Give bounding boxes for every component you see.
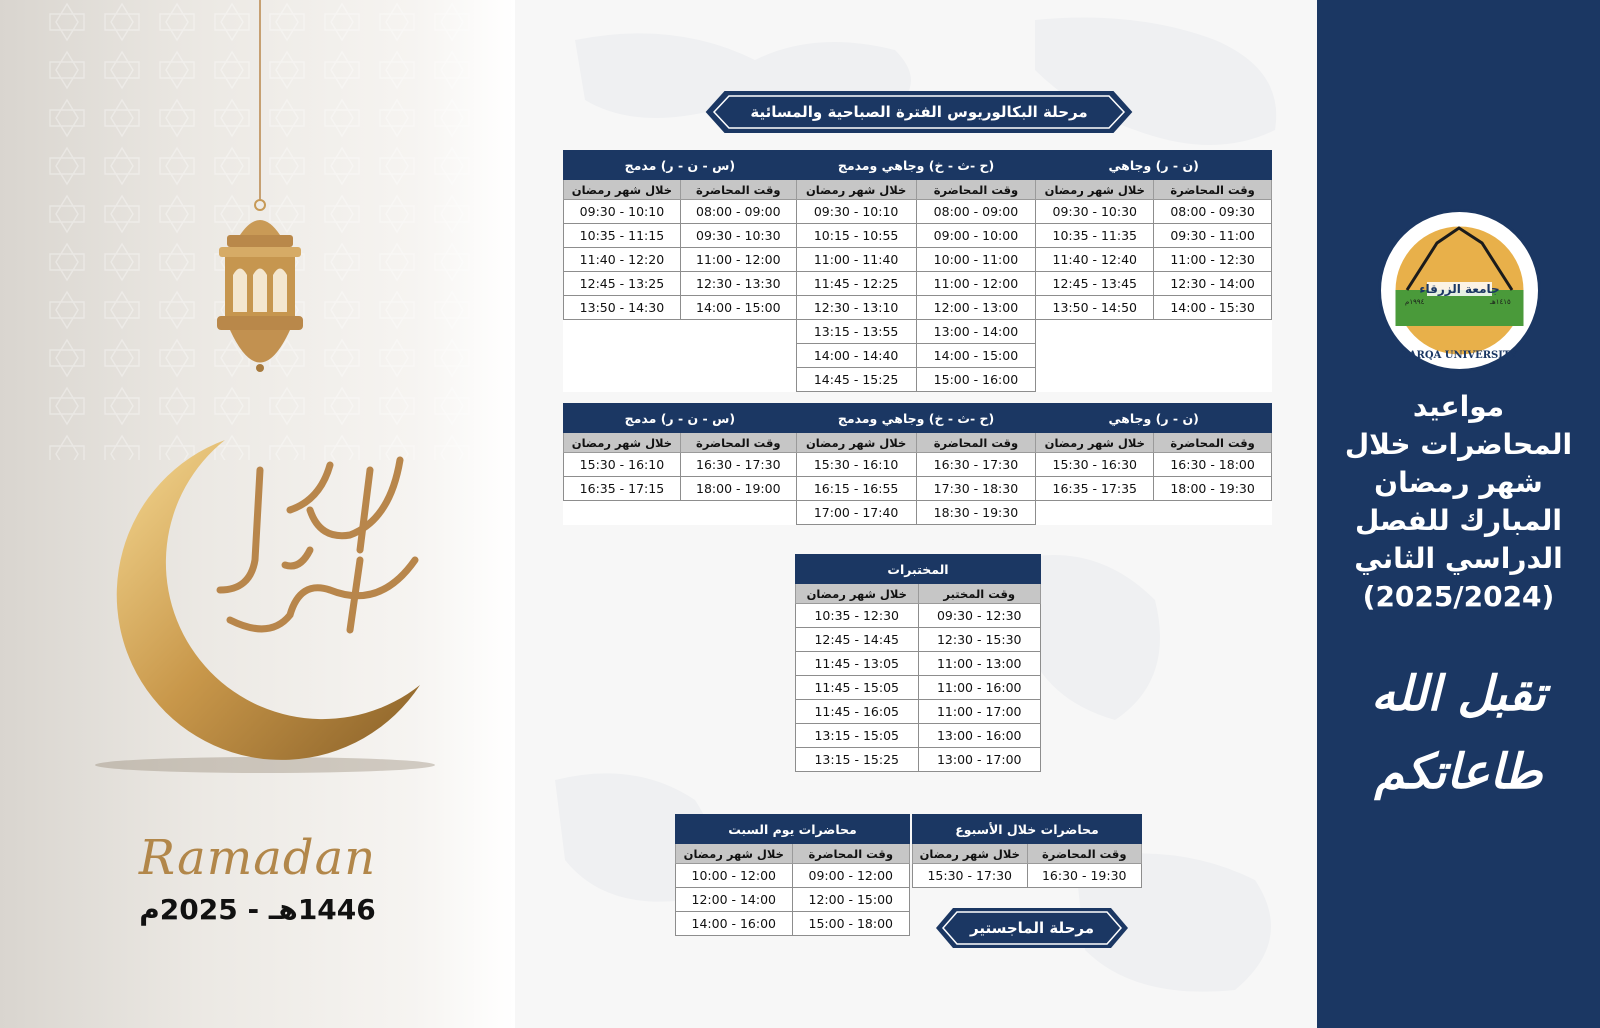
table-row [564,344,1272,368]
col-lecture-time: وقت المحاضرة [1154,433,1272,453]
table-row [796,748,1041,772]
time-cell: 11:45 - 13:05 [796,652,919,676]
time-cell: 11:00 - 12:30 [1154,248,1272,272]
time-cell: 12:30 - 13:10 [796,296,916,320]
time-cell: 16:30 - 19:30 [1027,864,1142,888]
masters-saturday-title: محاضرات يوم السبت [676,815,910,844]
empty-cell [1036,344,1154,368]
masters-week-table [912,814,1142,888]
time-cell: 09:00 - 12:00 [792,864,909,888]
table-row [564,272,1272,296]
time-cell: 17:00 - 17:40 [796,501,916,525]
time-cell: 10:15 - 10:55 [796,224,916,248]
bachelor-stage-banner [703,88,1135,136]
empty-cell [680,501,796,525]
time-cell: 13:00 - 17:00 [918,748,1041,772]
hijri-gregorian-year: 1446هـ - 2025م [139,893,376,926]
empty-cell [564,320,681,344]
empty-cell [680,320,796,344]
table-row [564,501,1272,525]
table-row [796,604,1041,628]
time-cell: 14:00 - 16:00 [676,912,793,936]
time-cell: 14:00 - 15:30 [1154,296,1272,320]
title-line: مواعيد [1412,390,1505,423]
logo-year-left: ١٩٩٤م [1405,298,1425,306]
time-cell: 18:00 - 19:00 [680,477,796,501]
time-cell: 11:45 - 16:05 [796,700,919,724]
col-lecture-time: وقت المحاضرة [680,433,796,453]
time-cell: 12:45 - 13:25 [564,272,681,296]
table-row [564,368,1272,392]
table-row [676,888,910,912]
time-cell: 11:40 - 12:20 [564,248,681,272]
time-cell: 09:30 - 10:10 [796,200,916,224]
time-cell: 15:30 - 16:30 [1036,453,1154,477]
time-cell: 16:30 - 17:30 [680,453,796,477]
table-row [796,700,1041,724]
table-row [564,477,1272,501]
time-cell: 10:35 - 11:15 [564,224,681,248]
empty-cell [1036,320,1154,344]
table-row [564,453,1272,477]
dua-text [1317,655,1600,811]
time-cell: 10:35 - 11:35 [1036,224,1154,248]
time-cell: 15:30 - 16:10 [796,453,916,477]
empty-cell [1154,344,1272,368]
zarqa-university-logo [1377,208,1542,373]
group-header-snr-blended: (س - ن - ر) مدمج [564,404,797,433]
col-during-ramadan: خلال شهر رمضان [564,433,681,453]
time-cell: 09:30 - 10:10 [564,200,681,224]
time-cell: 16:35 - 17:15 [564,477,681,501]
time-cell: 12:00 - 13:00 [916,296,1036,320]
time-cell: 12:30 - 13:30 [680,272,796,296]
time-cell: 12:00 - 15:00 [792,888,909,912]
time-cell: 11:45 - 12:25 [796,272,916,296]
title-line: (2025/2024) [1362,580,1555,613]
time-cell: 08:00 - 09:00 [916,200,1036,224]
time-cell: 13:15 - 13:55 [796,320,916,344]
table-row [564,224,1272,248]
table-row [564,200,1272,224]
col-lecture-time: وقت المحاضرة [792,844,909,864]
time-cell: 11:00 - 13:00 [918,652,1041,676]
masters-week-title: محاضرات خلال الأسبوع [913,815,1142,844]
empty-cell [564,344,681,368]
time-cell: 11:00 - 16:00 [918,676,1041,700]
col-lab-time: وقت المختبر [918,584,1041,604]
empty-cell [1036,368,1154,392]
empty-cell [1036,501,1154,525]
time-cell: 09:00 - 10:00 [916,224,1036,248]
labs-title: المختبرات [796,555,1041,584]
col-during-ramadan: خلال شهر رمضان [913,844,1028,864]
dua-line: تقبل الله [1371,666,1546,722]
col-lecture-time: وقت المحاضرة [1154,180,1272,200]
logo-english-text: ZARQA UNIVERSITY [1401,350,1518,361]
group-header-nr-inperson: (ن - ر) وجاهي [1036,151,1272,180]
bachelor-evening-table [563,403,1272,525]
time-cell: 12:45 - 13:45 [1036,272,1154,296]
time-cell: 13:15 - 15:05 [796,724,919,748]
time-cell: 09:30 - 11:00 [1154,224,1272,248]
time-cell: 13:50 - 14:50 [1036,296,1154,320]
time-cell: 09:30 - 10:30 [1036,200,1154,224]
table-row [564,320,1272,344]
empty-cell [680,368,796,392]
col-lecture-time: وقت المحاضرة [1027,844,1142,864]
time-cell: 15:30 - 17:30 [913,864,1028,888]
masters-saturday-table [675,814,910,936]
table-row [564,296,1272,320]
empty-cell [564,368,681,392]
group-header-htk-blended: (ح -ث - خ) وجاهي ومدمج [796,404,1036,433]
time-cell: 11:45 - 15:05 [796,676,919,700]
time-cell: 09:30 - 10:30 [680,224,796,248]
ramadan-word: Ramadan [138,830,377,886]
logo-arabic-text: جامعة الزرقاء [1419,282,1500,296]
table-row [796,652,1041,676]
time-cell: 13:50 - 14:30 [564,296,681,320]
table-row [913,864,1142,888]
time-cell: 15:00 - 16:00 [916,368,1036,392]
ramadan-kareem-calligraphy [200,440,440,660]
title-panel [1317,0,1600,1028]
ramadan-decoration-panel [0,0,515,1028]
time-cell: 11:40 - 12:40 [1036,248,1154,272]
time-cell: 16:15 - 16:55 [796,477,916,501]
time-cell: 16:30 - 18:00 [1154,453,1272,477]
time-cell: 15:30 - 16:10 [564,453,681,477]
table-row [564,248,1272,272]
time-cell: 10:00 - 12:00 [676,864,793,888]
title-line: الدراسي الثاني [1354,542,1563,575]
time-cell: 12:00 - 14:00 [676,888,793,912]
time-cell: 12:30 - 14:00 [1154,272,1272,296]
labs-table [795,554,1041,772]
lantern-icon [205,0,315,380]
time-cell: 10:00 - 11:00 [916,248,1036,272]
col-during-ramadan: خلال شهر رمضان [796,180,916,200]
logo-year-right: ١٤١٥هـ [1490,298,1511,306]
col-lecture-time: وقت المحاضرة [916,180,1036,200]
time-cell: 13:00 - 16:00 [918,724,1041,748]
empty-cell [564,501,681,525]
group-header-nr-inperson: (ن - ر) وجاهي [1036,404,1272,433]
bachelor-morning-table [563,150,1272,392]
time-cell: 10:35 - 12:30 [796,604,919,628]
time-cell: 16:35 - 17:35 [1036,477,1154,501]
col-lecture-time: وقت المحاضرة [680,180,796,200]
bachelor-stage-banner-text: مرحلة البكالوريوس الفترة الصباحية والمسائية [750,103,1088,121]
empty-cell [680,344,796,368]
empty-cell [1154,320,1272,344]
time-cell: 15:00 - 18:00 [792,912,909,936]
time-cell: 08:00 - 09:30 [1154,200,1272,224]
time-cell: 12:45 - 14:45 [796,628,919,652]
col-during-ramadan: خلال شهر رمضان [676,844,793,864]
time-cell: 13:15 - 15:25 [796,748,919,772]
group-header-snr-blended: (س - ن - ر) مدمج [564,151,797,180]
title-line: المبارك للفصل [1354,504,1563,537]
table-row [676,912,910,936]
time-cell: 11:00 - 17:00 [918,700,1041,724]
time-cell: 18:30 - 19:30 [916,501,1036,525]
time-cell: 13:00 - 14:00 [916,320,1036,344]
group-header-htk-blended: (ح -ث - خ) وجاهي ومدمج [796,151,1036,180]
col-during-ramadan: خلال شهر رمضان [796,584,919,604]
time-cell: 18:00 - 19:30 [1154,477,1272,501]
table-row [796,628,1041,652]
table-row [796,676,1041,700]
empty-cell [1154,501,1272,525]
time-cell: 08:00 - 09:00 [680,200,796,224]
page-title [1317,388,1600,616]
title-line: المحاضرات خلال [1344,428,1573,461]
col-during-ramadan: خلال شهر رمضان [796,433,916,453]
time-cell: 14:00 - 15:00 [916,344,1036,368]
time-cell: 14:00 - 15:00 [680,296,796,320]
masters-stage-banner-text: مرحلة الماجستير [970,919,1094,937]
title-line: شهر رمضان [1374,466,1543,499]
dua-line: طاعاتكم [1374,744,1543,800]
table-row [796,724,1041,748]
time-cell: 12:30 - 15:30 [918,628,1041,652]
col-during-ramadan: خلال شهر رمضان [1036,433,1154,453]
table-row [676,864,910,888]
col-lecture-time: وقت المحاضرة [916,433,1036,453]
col-during-ramadan: خلال شهر رمضان [564,180,681,200]
time-cell: 11:00 - 12:00 [916,272,1036,296]
time-cell: 11:00 - 11:40 [796,248,916,272]
empty-cell [1154,368,1272,392]
time-cell: 14:00 - 14:40 [796,344,916,368]
time-cell: 14:45 - 15:25 [796,368,916,392]
masters-stage-banner [933,904,1131,952]
time-cell: 11:00 - 12:00 [680,248,796,272]
time-cell: 16:30 - 17:30 [916,453,1036,477]
time-cell: 09:30 - 12:30 [918,604,1041,628]
time-cell: 17:30 - 18:30 [916,477,1036,501]
col-during-ramadan: خلال شهر رمضان [1036,180,1154,200]
